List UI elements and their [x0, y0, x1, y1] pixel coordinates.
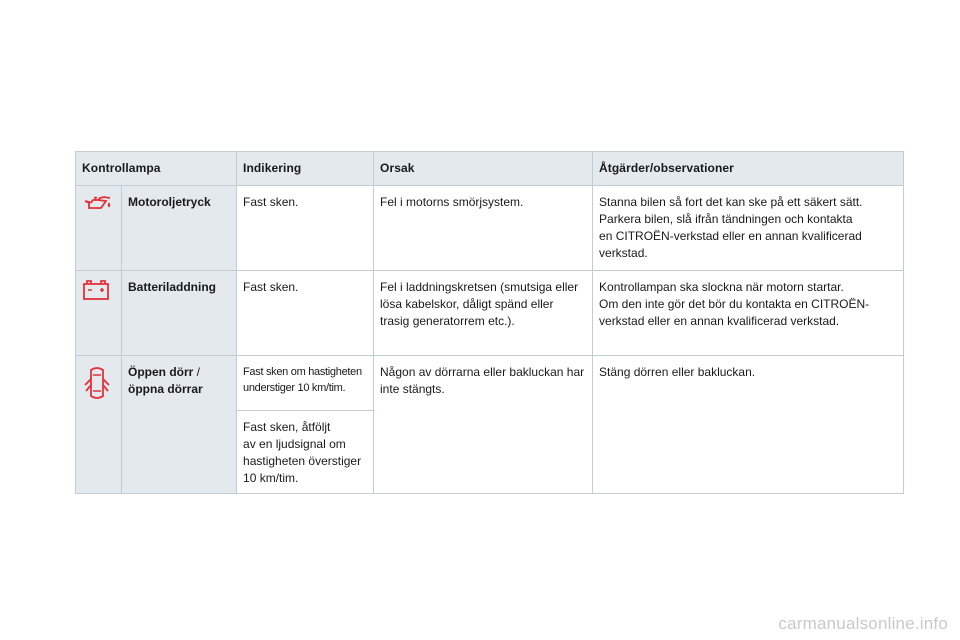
action: Stäng dörren eller bakluckan.	[593, 356, 904, 494]
header-orsak: Orsak	[374, 152, 593, 186]
indication-line: hastigheten överstiger	[243, 454, 362, 468]
indication-line: av en ljudsignal om	[243, 437, 346, 451]
indication	[237, 356, 374, 411]
table-row	[76, 186, 904, 271]
oil-can-icon	[82, 194, 112, 212]
cause	[374, 271, 593, 356]
cause-line: Någon av dörrarna eller bakluckan har	[380, 365, 585, 379]
action-line: Parkera bilen, slå ifrån tändningen och kontakta	[599, 212, 853, 226]
indication-line: understiger 10 km/tim.	[243, 382, 346, 394]
action-line: verkstad.	[599, 246, 648, 260]
lamp-name-part: Öppen dörr	[128, 365, 194, 379]
watermark: carmanualsonline.info	[778, 614, 948, 633]
indication	[237, 411, 374, 494]
action-line: en CITROËN-verkstad eller en annan kvalificerad	[599, 229, 862, 243]
action-line: Kontrollampan ska slockna när motorn startar.	[599, 280, 844, 294]
indication-line: Fast sken, åtföljt	[243, 420, 331, 434]
table-row	[76, 271, 904, 356]
indication: Fast sken.	[237, 186, 374, 271]
action	[593, 186, 904, 271]
battery-icon	[82, 279, 110, 301]
icon-cell	[76, 356, 122, 494]
icon-cell	[76, 271, 122, 356]
table-row	[76, 356, 904, 411]
cause: Fel i motorns smörjsystem.	[374, 186, 593, 271]
icon-cell	[76, 186, 122, 271]
header-atgarder: Åtgärder/observationer	[593, 152, 904, 186]
header-indikering: Indikering	[237, 152, 374, 186]
table-header-row	[76, 152, 904, 186]
indication: Fast sken.	[237, 271, 374, 356]
indication-line: Fast sken om hastigheten	[243, 366, 362, 378]
lamp-name: Batteriladdning	[122, 271, 237, 356]
open-door-car-icon	[82, 364, 112, 404]
cause-line: trasig generatorrem etc.).	[380, 314, 515, 328]
cause	[374, 356, 593, 494]
header-kontrollampa: Kontrollampa	[76, 152, 237, 186]
lamp-name: Motoroljetryck	[122, 186, 237, 271]
lamp-name-part: öppna dörrar	[128, 382, 203, 396]
action-line: verkstad eller en annan kvalificerad verkstad.	[599, 314, 840, 328]
warning-lamp-table	[75, 151, 904, 494]
lamp-name-separator: /	[193, 365, 201, 379]
action	[593, 271, 904, 356]
indication-line: 10 km/tim.	[243, 471, 299, 485]
cause-line: lösa kabelskor, dåligt spänd eller	[380, 297, 554, 311]
cause-line: Fel i laddningskretsen (smutsiga eller	[380, 280, 579, 294]
cause-line: inte stängts.	[380, 382, 445, 396]
lamp-name	[122, 356, 237, 494]
action-line: Om den inte gör det bör du kontakta en CITROËN-	[599, 297, 870, 311]
action-line: Stanna bilen så fort det kan ske på ett säkert sätt.	[599, 195, 863, 209]
